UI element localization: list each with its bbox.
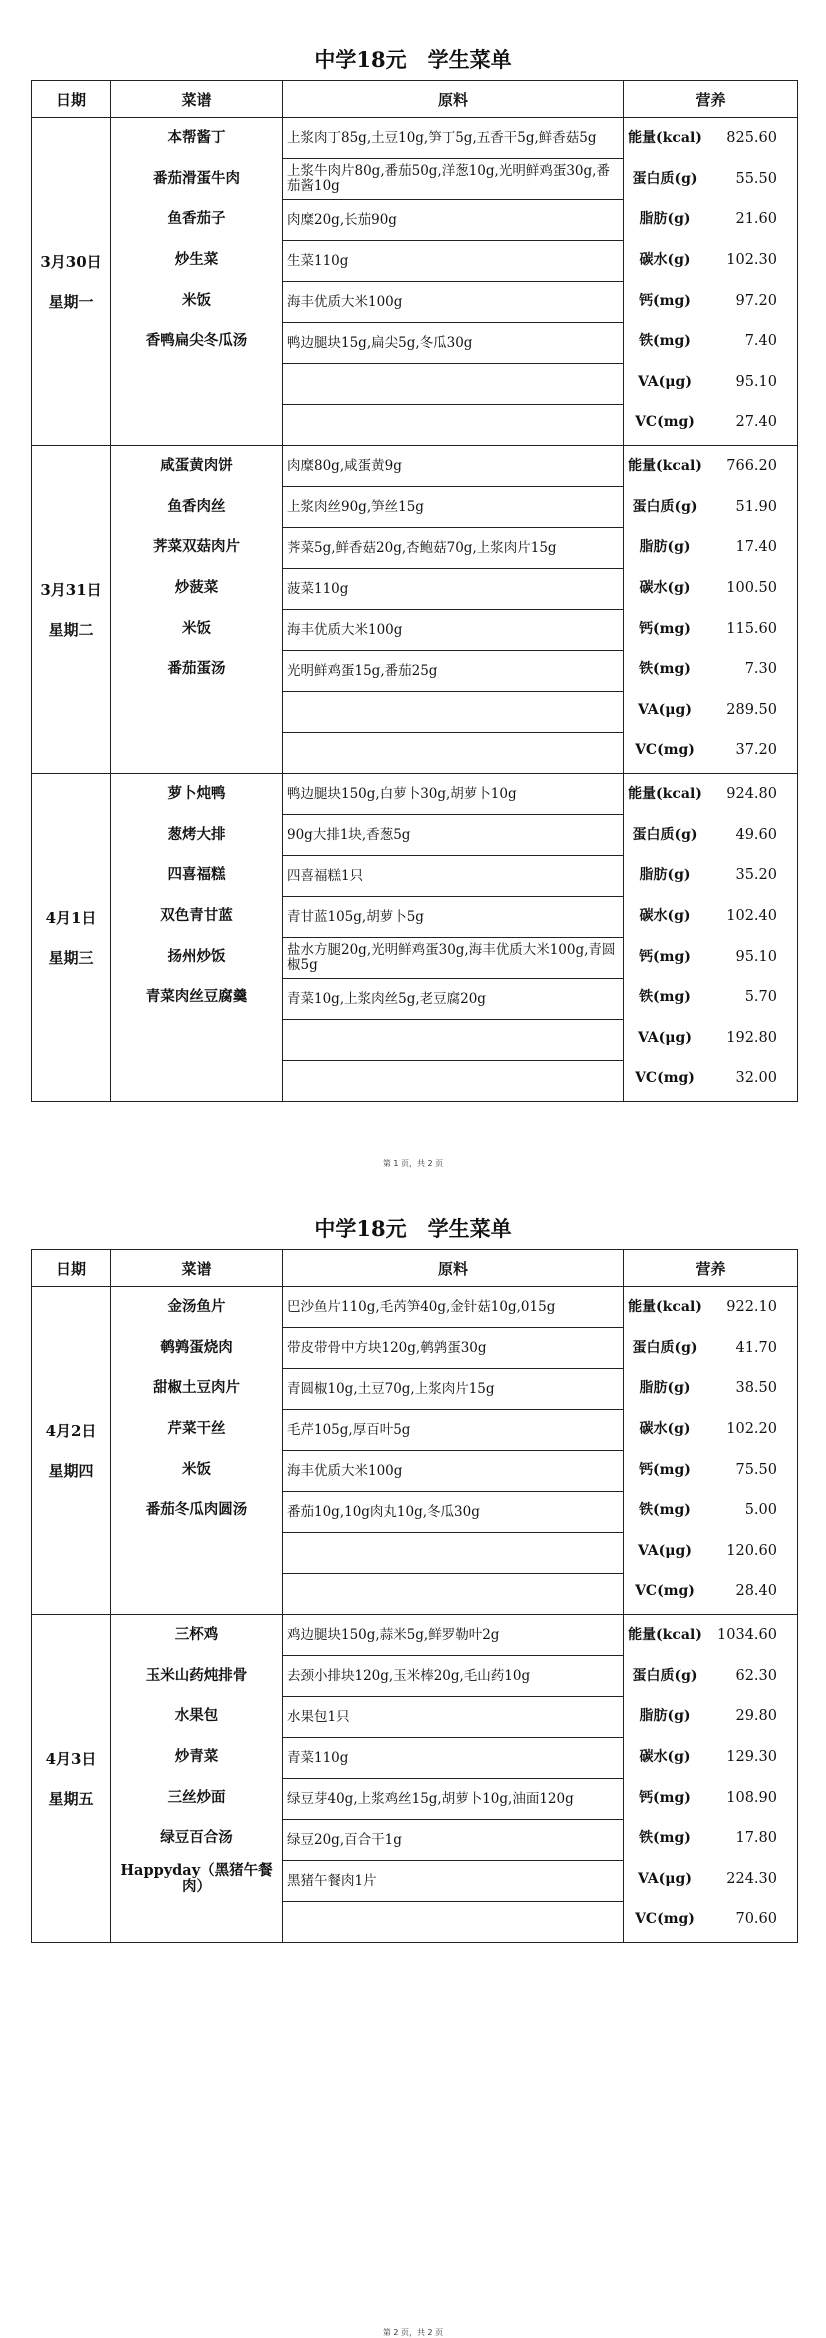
page-title: 中学18元 学生菜单 bbox=[314, 1216, 512, 1241]
dish-name: 鱼香肉丝 bbox=[167, 497, 226, 515]
ingredient-line: 青菜110g bbox=[283, 1738, 623, 1779]
nutrition-item bbox=[624, 159, 797, 200]
weekday-label: 星期三 bbox=[48, 948, 94, 967]
nutrition-value: 51.90 bbox=[735, 498, 777, 515]
nutrition-label: 能量(kcal) bbox=[628, 1627, 702, 1644]
ingredient-line: 青圆椒10g,土豆70g,上浆肉片15g bbox=[283, 1369, 623, 1410]
nutrition-item bbox=[624, 1859, 797, 1900]
ingredient-line: 肉糜20g,长茄90g bbox=[283, 200, 623, 241]
ingredient-line bbox=[283, 1902, 623, 1942]
nutrition-label: 脂肪(g) bbox=[639, 867, 691, 884]
header-recipe: 菜谱 bbox=[111, 1250, 283, 1287]
dish-name: 香鸭扁尖冬瓜汤 bbox=[145, 332, 248, 350]
page-2 bbox=[0, 1169, 826, 2338]
page-footer: 第 2 页，共 2 页 bbox=[382, 2328, 444, 2337]
nutrition-item bbox=[624, 362, 797, 403]
ingredient-line: 四喜福糕1只 bbox=[283, 856, 623, 897]
nutrition-item bbox=[624, 446, 797, 487]
nutrition-value: 102.20 bbox=[726, 1421, 777, 1438]
dish-name: 炒菠菜 bbox=[174, 579, 219, 597]
weekday-label: 星期二 bbox=[48, 620, 94, 639]
nutrition-value: 289.50 bbox=[726, 701, 777, 718]
nutrition-value: 766.20 bbox=[726, 458, 777, 475]
nutrition-value: 102.40 bbox=[726, 908, 777, 925]
weekday-label: 星期五 bbox=[48, 1789, 94, 1808]
header-recipe: 菜谱 bbox=[111, 81, 283, 118]
nutrition-value: 17.40 bbox=[735, 539, 777, 556]
nutrition-value: 21.60 bbox=[735, 211, 777, 228]
nutrition-value: 922.10 bbox=[726, 1299, 777, 1316]
nutrition-item bbox=[624, 118, 797, 159]
nutrition-item bbox=[624, 1737, 797, 1778]
nutrition-value: 95.10 bbox=[735, 948, 777, 965]
nutrition-cell bbox=[624, 446, 798, 774]
date-label: 4月2日 bbox=[45, 1421, 97, 1440]
nutrition-item bbox=[624, 1777, 797, 1818]
ingredient-line: 番茄10g,10g肉丸10g,冬瓜30g bbox=[283, 1492, 623, 1533]
nutrition-label: 钙(mg) bbox=[639, 1789, 691, 1806]
header-date: 日期 bbox=[32, 81, 111, 118]
dish-name: 四喜福糕 bbox=[167, 866, 226, 884]
nutrition-value: 32.00 bbox=[735, 1070, 777, 1087]
nutrition-label: VA(μg) bbox=[638, 1029, 692, 1046]
nutrition-label: 铁(mg) bbox=[639, 333, 691, 350]
nutrition-item bbox=[624, 1818, 797, 1859]
dish-name: 番茄滑蛋牛肉 bbox=[153, 169, 240, 187]
ingredient-line: 去颈小排块120g,玉米棒20g,毛山药10g bbox=[283, 1656, 623, 1697]
nutrition-label: 钙(mg) bbox=[639, 620, 691, 637]
nutrition-item bbox=[624, 936, 797, 977]
ingredient-line: 巴沙鱼片110g,毛芮笋40g,金针菇10g,015g bbox=[283, 1287, 623, 1328]
nutrition-value: 37.20 bbox=[735, 742, 777, 759]
nutrition-value: 1034.60 bbox=[717, 1627, 777, 1644]
nutrition-label: 蛋白质(g) bbox=[632, 170, 698, 187]
nutrition-value: 120.60 bbox=[726, 1542, 777, 1559]
nutrition-value: 924.80 bbox=[726, 786, 777, 803]
nutrition-item bbox=[624, 280, 797, 321]
date-cell bbox=[32, 1287, 111, 1615]
ingredient-line: 肉糜80g,咸蛋黄9g bbox=[283, 446, 623, 487]
ingredient-line: 上浆牛肉片80g,番茄50g,洋葱10g,光明鲜鸡蛋30g,番茄酱10g bbox=[283, 159, 623, 200]
nutrition-value: 70.60 bbox=[735, 1911, 777, 1928]
date-cell bbox=[32, 118, 111, 446]
dish-name: 番茄蛋汤 bbox=[167, 660, 226, 678]
ingredient-line: 生菜110g bbox=[283, 241, 623, 282]
nutrition-item bbox=[624, 649, 797, 690]
dish-name: 米饭 bbox=[182, 1460, 211, 1478]
nutrition-value: 97.20 bbox=[735, 292, 777, 309]
ingredient-line: 菠菜110g bbox=[283, 569, 623, 610]
nutrition-item bbox=[624, 199, 797, 240]
ingredient-line bbox=[283, 692, 623, 733]
dish-name: 青菜肉丝豆腐羹 bbox=[145, 988, 248, 1006]
nutrition-value: 102.30 bbox=[726, 252, 777, 269]
dish-name: 绿豆百合汤 bbox=[160, 1829, 233, 1847]
ingredients-cell bbox=[283, 118, 624, 446]
nutrition-label: 碳水(g) bbox=[639, 1749, 691, 1766]
nutrition-label: 钙(mg) bbox=[639, 948, 691, 965]
nutrition-item bbox=[624, 774, 797, 815]
nutrition-item bbox=[624, 402, 797, 443]
nutrition-item bbox=[624, 1058, 797, 1099]
nutrition-value: 108.90 bbox=[726, 1789, 777, 1806]
nutrition-item bbox=[624, 1615, 797, 1656]
ingredient-line bbox=[283, 1574, 623, 1614]
nutrition-item bbox=[624, 1409, 797, 1450]
date-label: 4月3日 bbox=[45, 1749, 97, 1768]
nutrition-label: 能量(kcal) bbox=[628, 1299, 702, 1316]
dish-name: 炒生菜 bbox=[174, 251, 219, 269]
dish-name: 双色青甘蓝 bbox=[160, 907, 233, 925]
header-nutrition: 营养 bbox=[624, 1250, 798, 1287]
nutrition-label: 能量(kcal) bbox=[628, 130, 702, 147]
nutrition-label: 铁(mg) bbox=[639, 661, 691, 678]
dish-name: 水果包 bbox=[174, 1707, 219, 1725]
nutrition-value: 7.30 bbox=[744, 661, 777, 678]
nutrition-value: 129.30 bbox=[726, 1749, 777, 1766]
dish-name: 荠菜双菇肉片 bbox=[153, 538, 240, 556]
nutrition-item bbox=[624, 608, 797, 649]
nutrition-label: 铁(mg) bbox=[639, 989, 691, 1006]
menu-table bbox=[31, 1249, 798, 1943]
nutrition-value: 115.60 bbox=[726, 620, 777, 637]
nutrition-cell bbox=[624, 118, 798, 446]
nutrition-label: 碳水(g) bbox=[639, 908, 691, 925]
page-footer: 第 1 页，共 2 页 bbox=[382, 1159, 444, 1168]
dish-name: 扬州炒饭 bbox=[167, 947, 226, 965]
ingredient-line: 青菜10g,上浆肉丝5g,老豆腐20g bbox=[283, 979, 623, 1020]
dish-name: 本帮酱丁 bbox=[167, 129, 226, 147]
dish-name: 米饭 bbox=[182, 619, 211, 637]
nutrition-value: 224.30 bbox=[726, 1870, 777, 1887]
nutrition-label: 能量(kcal) bbox=[628, 786, 702, 803]
recipe-cell bbox=[111, 774, 283, 1102]
nutrition-item bbox=[624, 855, 797, 896]
dish-name: 葱烤大排 bbox=[167, 825, 226, 843]
dish-name: 三杯鸡 bbox=[174, 1626, 219, 1644]
nutrition-item bbox=[624, 568, 797, 609]
nutrition-label: 能量(kcal) bbox=[628, 458, 702, 475]
day-row bbox=[32, 118, 798, 446]
ingredient-line: 海丰优质大米100g bbox=[283, 1451, 623, 1492]
nutrition-label: VA(μg) bbox=[638, 1542, 692, 1559]
nutrition-label: 脂肪(g) bbox=[639, 211, 691, 228]
nutrition-value: 27.40 bbox=[735, 414, 777, 431]
nutrition-item bbox=[624, 1696, 797, 1737]
nutrition-item bbox=[624, 1368, 797, 1409]
recipe-cell bbox=[111, 446, 283, 774]
ingredient-line bbox=[283, 1061, 623, 1101]
nutrition-item bbox=[624, 1328, 797, 1369]
nutrition-label: VC(mg) bbox=[635, 414, 695, 431]
dish-name: 萝卜炖鸭 bbox=[167, 785, 226, 803]
nutrition-label: VA(μg) bbox=[638, 373, 692, 390]
ingredient-line: 带皮带骨中方块120g,鹌鹑蛋30g bbox=[283, 1328, 623, 1369]
nutrition-item bbox=[624, 977, 797, 1018]
nutrition-label: 脂肪(g) bbox=[639, 1708, 691, 1725]
dish-name: 番茄冬瓜肉圆汤 bbox=[145, 1501, 248, 1519]
dish-name: 三丝炒面 bbox=[167, 1788, 226, 1806]
nutrition-label: 脂肪(g) bbox=[639, 1380, 691, 1397]
nutrition-value: 100.50 bbox=[726, 580, 777, 597]
ingredient-line: 绿豆20g,百合干1g bbox=[283, 1820, 623, 1861]
ingredient-line: 黑猪午餐肉1片 bbox=[283, 1861, 623, 1902]
nutrition-item bbox=[624, 1018, 797, 1059]
dish-name: 鹌鹑蛋烧肉 bbox=[160, 1338, 233, 1356]
dish-name: 金汤鱼片 bbox=[167, 1298, 226, 1316]
nutrition-label: 脂肪(g) bbox=[639, 539, 691, 556]
recipe-cell bbox=[111, 1287, 283, 1615]
nutrition-value: 41.70 bbox=[735, 1339, 777, 1356]
ingredients-cell bbox=[283, 1287, 624, 1615]
nutrition-item bbox=[624, 1490, 797, 1531]
ingredient-line: 鸭边腿块15g,扁尖5g,冬瓜30g bbox=[283, 323, 623, 364]
date-label: 3月30日 bbox=[40, 252, 102, 271]
dish-name: 咸蛋黄肉饼 bbox=[160, 457, 233, 475]
header-ingredients: 原料 bbox=[283, 81, 624, 118]
day-row bbox=[32, 774, 798, 1102]
nutrition-label: 蛋白质(g) bbox=[632, 1667, 698, 1684]
nutrition-label: 蛋白质(g) bbox=[632, 826, 698, 843]
nutrition-item bbox=[624, 1571, 797, 1612]
nutrition-item bbox=[624, 1899, 797, 1940]
ingredient-line: 上浆肉丝90g,笋丝15g bbox=[283, 487, 623, 528]
recipe-cell bbox=[111, 1615, 283, 1943]
ingredient-line: 毛芹105g,厚百叶5g bbox=[283, 1410, 623, 1451]
nutrition-value: 75.50 bbox=[735, 1461, 777, 1478]
nutrition-item bbox=[624, 1531, 797, 1572]
nutrition-item bbox=[624, 896, 797, 937]
ingredient-line: 90g大排1块,香葱5g bbox=[283, 815, 623, 856]
nutrition-value: 5.70 bbox=[744, 989, 777, 1006]
nutrition-item bbox=[624, 487, 797, 528]
nutrition-label: 蛋白质(g) bbox=[632, 1339, 698, 1356]
nutrition-label: 碳水(g) bbox=[639, 252, 691, 269]
nutrition-label: 蛋白质(g) bbox=[632, 498, 698, 515]
nutrition-value: 5.00 bbox=[744, 1502, 777, 1519]
nutrition-label: VC(mg) bbox=[635, 1583, 695, 1600]
nutrition-label: 碳水(g) bbox=[639, 580, 691, 597]
ingredients-cell bbox=[283, 446, 624, 774]
ingredient-line: 鸡边腿块150g,蒜米5g,鲜罗勒叶2g bbox=[283, 1615, 623, 1656]
ingredient-line: 光明鲜鸡蛋15g,番茄25g bbox=[283, 651, 623, 692]
header-date: 日期 bbox=[32, 1250, 111, 1287]
ingredient-line bbox=[283, 364, 623, 405]
ingredient-line: 绿豆芽40g,上浆鸡丝15g,胡萝卜10g,油面120g bbox=[283, 1779, 623, 1820]
nutrition-cell bbox=[624, 1287, 798, 1615]
ingredient-line bbox=[283, 1020, 623, 1061]
nutrition-label: VC(mg) bbox=[635, 1911, 695, 1928]
nutrition-item bbox=[624, 321, 797, 362]
ingredient-line: 海丰优质大米100g bbox=[283, 610, 623, 651]
nutrition-item bbox=[624, 1449, 797, 1490]
dish-name: 甜椒土豆肉片 bbox=[153, 1379, 240, 1397]
day-row bbox=[32, 446, 798, 774]
ingredient-line: 海丰优质大米100g bbox=[283, 282, 623, 323]
ingredient-line bbox=[283, 1533, 623, 1574]
header-nutrition: 营养 bbox=[624, 81, 798, 118]
nutrition-value: 7.40 bbox=[744, 333, 777, 350]
nutrition-label: VA(μg) bbox=[638, 701, 692, 718]
nutrition-item bbox=[624, 730, 797, 771]
nutrition-value: 38.50 bbox=[735, 1380, 777, 1397]
dish-name: 鱼香茄子 bbox=[167, 210, 226, 228]
nutrition-label: VC(mg) bbox=[635, 742, 695, 759]
weekday-label: 星期一 bbox=[48, 292, 94, 311]
nutrition-label: 铁(mg) bbox=[639, 1830, 691, 1847]
nutrition-cell bbox=[624, 1615, 798, 1943]
ingredient-line: 盐水方腿20g,光明鲜鸡蛋30g,海丰优质大米100g,青圆椒5g bbox=[283, 938, 623, 979]
nutrition-label: 铁(mg) bbox=[639, 1502, 691, 1519]
nutrition-value: 29.80 bbox=[735, 1708, 777, 1725]
date-cell bbox=[32, 774, 111, 1102]
dish-name: 炒青菜 bbox=[174, 1748, 219, 1766]
ingredients-cell bbox=[283, 1615, 624, 1943]
ingredient-line: 水果包1只 bbox=[283, 1697, 623, 1738]
nutrition-label: 碳水(g) bbox=[639, 1421, 691, 1438]
dish-name: 米饭 bbox=[182, 291, 211, 309]
nutrition-value: 28.40 bbox=[735, 1583, 777, 1600]
header-ingredients: 原料 bbox=[283, 1250, 624, 1287]
page-title: 中学18元 学生菜单 bbox=[314, 47, 512, 72]
date-label: 3月31日 bbox=[40, 580, 102, 599]
weekday-label: 星期四 bbox=[48, 1461, 94, 1480]
table-header-row bbox=[32, 1250, 798, 1287]
dish-name: Happyday（黑猪午餐肉） bbox=[120, 1861, 273, 1895]
nutrition-item bbox=[624, 1656, 797, 1697]
ingredient-line bbox=[283, 733, 623, 773]
nutrition-cell bbox=[624, 774, 798, 1102]
day-row bbox=[32, 1287, 798, 1615]
nutrition-item bbox=[624, 240, 797, 281]
ingredient-line bbox=[283, 405, 623, 445]
date-label: 4月1日 bbox=[45, 908, 97, 927]
nutrition-item bbox=[624, 527, 797, 568]
nutrition-value: 95.10 bbox=[735, 373, 777, 390]
date-cell bbox=[32, 1615, 111, 1943]
nutrition-label: VA(μg) bbox=[638, 1870, 692, 1887]
nutrition-value: 49.60 bbox=[735, 826, 777, 843]
nutrition-item bbox=[624, 815, 797, 856]
nutrition-label: 钙(mg) bbox=[639, 292, 691, 309]
recipe-cell bbox=[111, 118, 283, 446]
menu-table bbox=[31, 80, 798, 1102]
nutrition-value: 55.50 bbox=[735, 170, 777, 187]
nutrition-item bbox=[624, 1287, 797, 1328]
table-header-row bbox=[32, 81, 798, 118]
nutrition-value: 62.30 bbox=[735, 1667, 777, 1684]
date-cell bbox=[32, 446, 111, 774]
nutrition-value: 17.80 bbox=[735, 1830, 777, 1847]
ingredient-line: 荠菜5g,鲜香菇20g,杏鲍菇70g,上浆肉片15g bbox=[283, 528, 623, 569]
nutrition-value: 192.80 bbox=[726, 1029, 777, 1046]
ingredient-line: 鸭边腿块150g,白萝卜30g,胡萝卜10g bbox=[283, 774, 623, 815]
day-row bbox=[32, 1615, 798, 1943]
nutrition-value: 825.60 bbox=[726, 130, 777, 147]
nutrition-label: 钙(mg) bbox=[639, 1461, 691, 1478]
ingredients-cell bbox=[283, 774, 624, 1102]
ingredient-line: 上浆肉丁85g,土豆10g,笋丁5g,五香干5g,鲜香菇5g bbox=[283, 118, 623, 159]
ingredient-line: 青甘蓝105g,胡萝卜5g bbox=[283, 897, 623, 938]
dish-name: 玉米山药炖排骨 bbox=[145, 1666, 248, 1684]
nutrition-item bbox=[624, 690, 797, 731]
dish-name: 芹菜干丝 bbox=[167, 1420, 226, 1438]
nutrition-label: VC(mg) bbox=[635, 1070, 695, 1087]
nutrition-value: 35.20 bbox=[735, 867, 777, 884]
